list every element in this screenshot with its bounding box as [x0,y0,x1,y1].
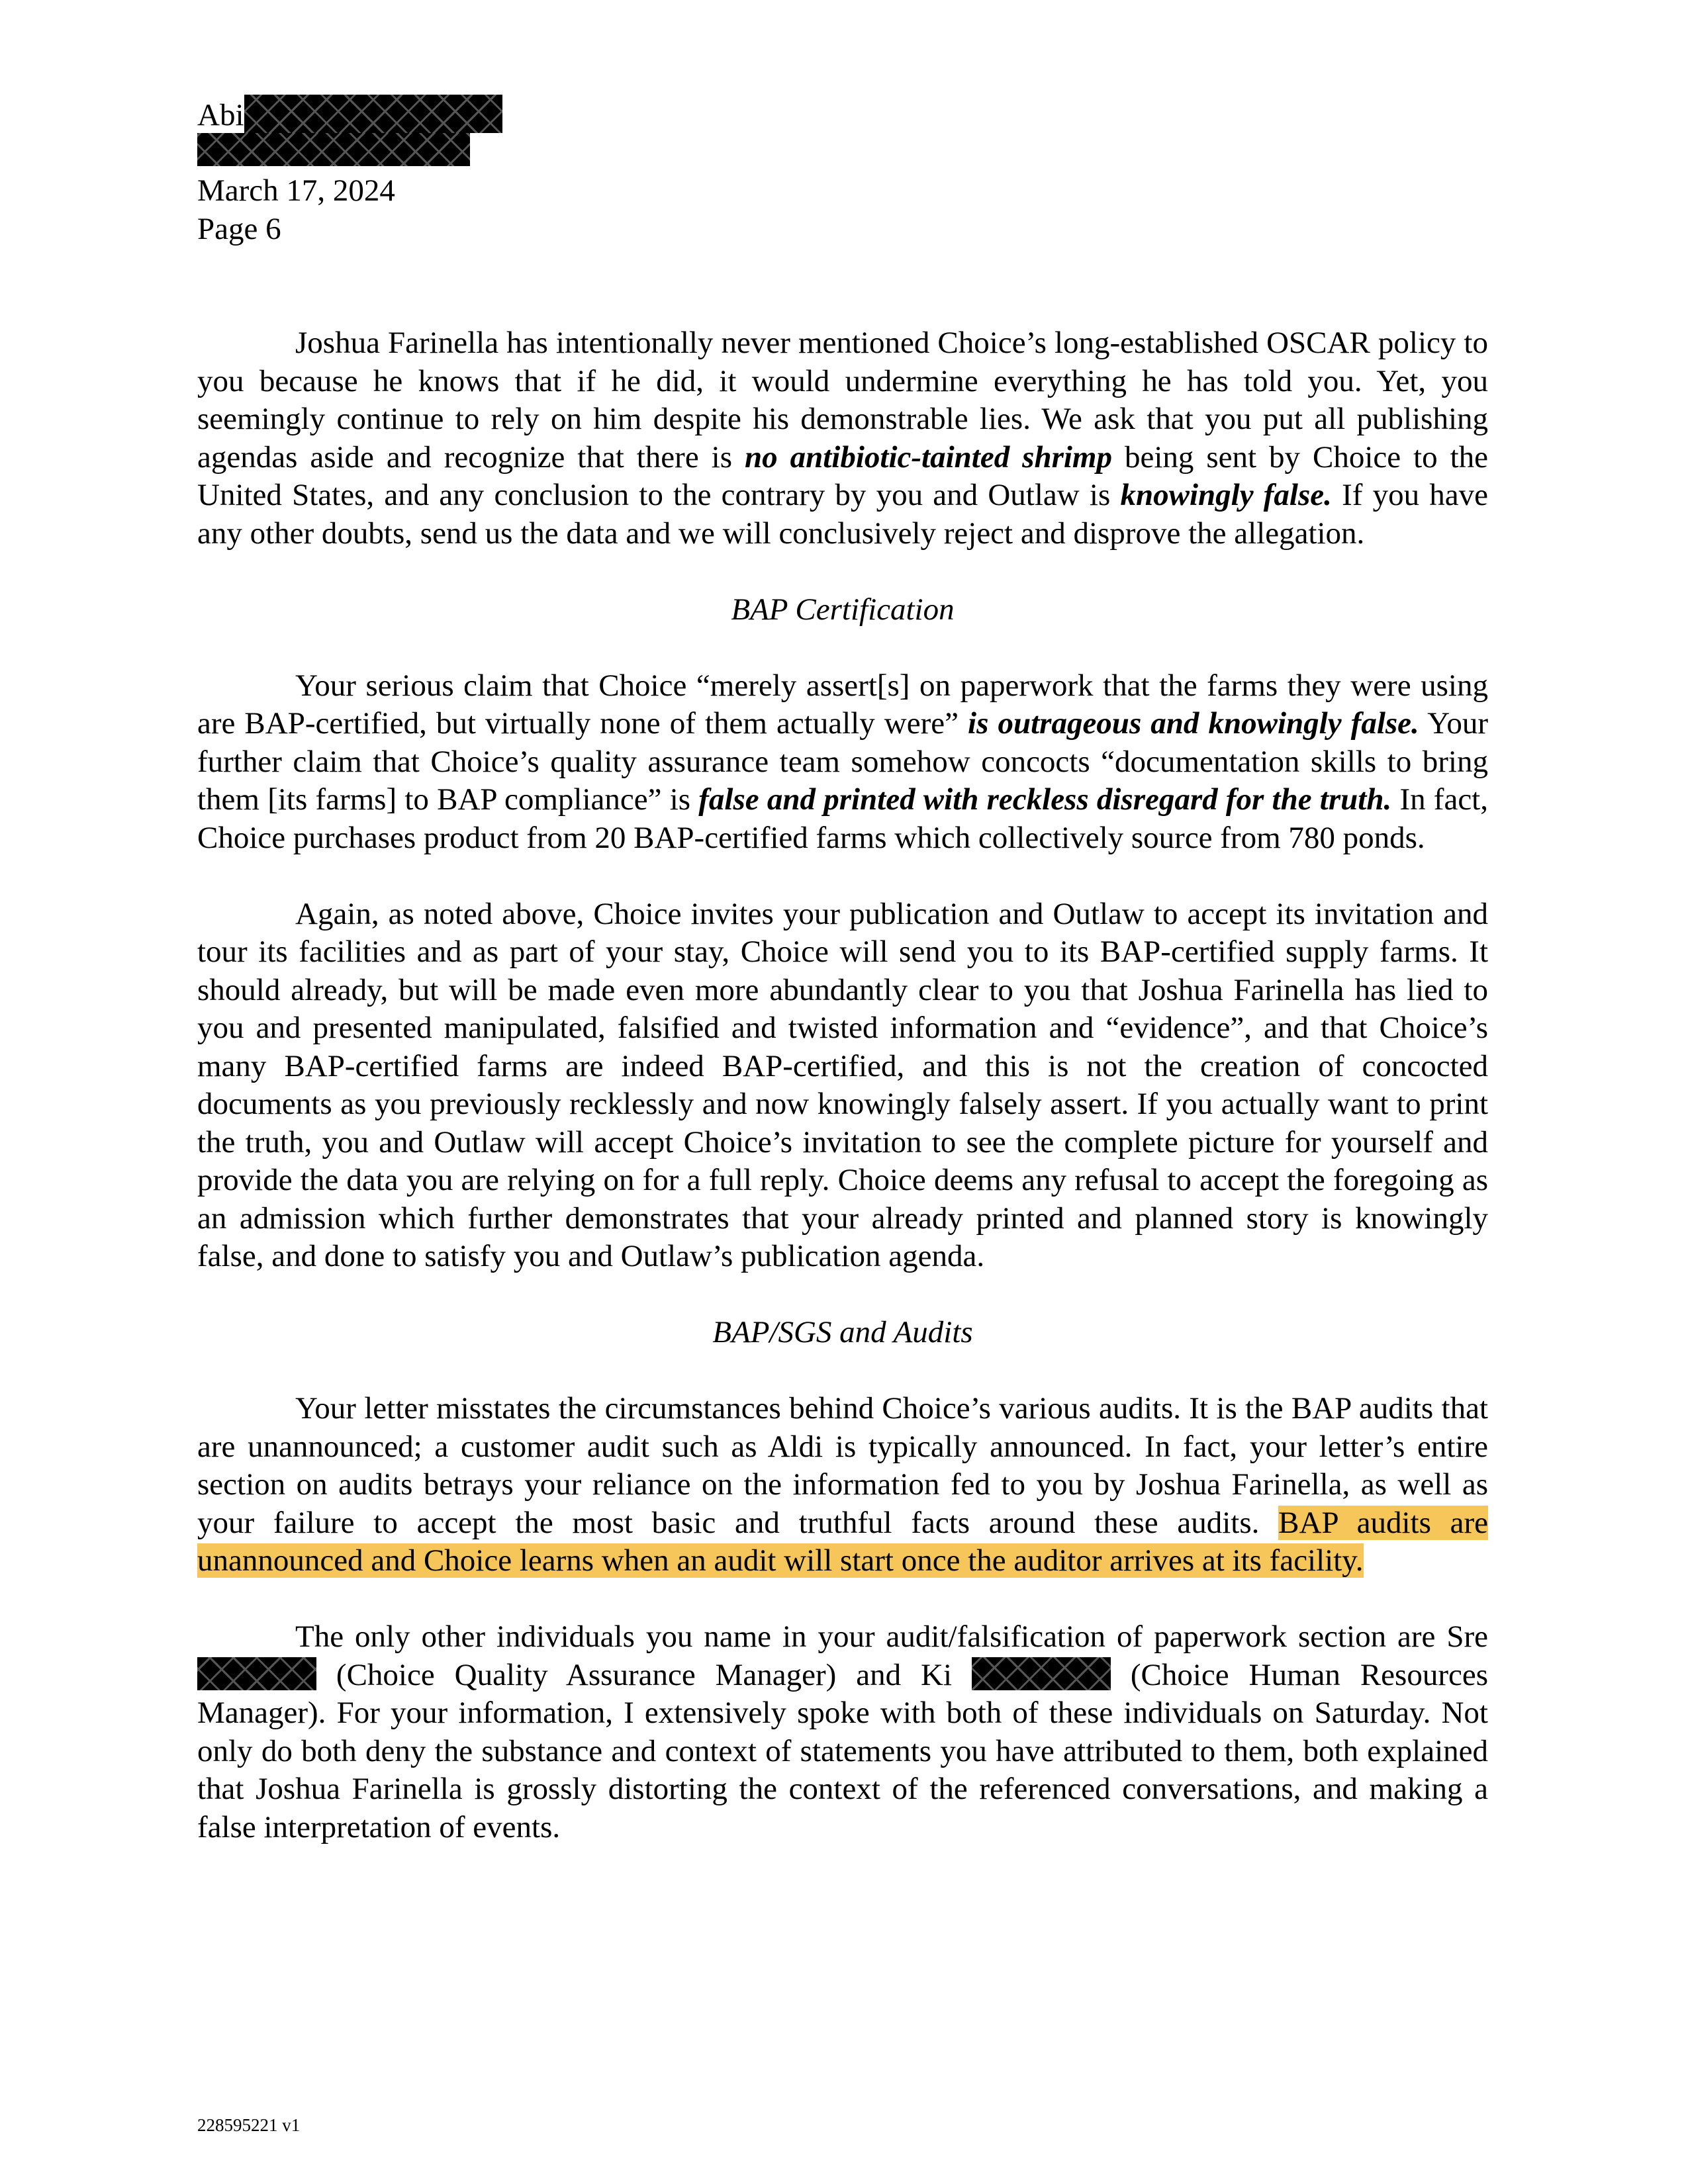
page-number: Page 6 [197,212,281,246]
person-name-partial: Ki [921,1657,952,1692]
paragraph-text: Joshua Farinella has intentionally never mentioned Choice’s long-established OSCAR policy to you because he knows that if he did, it would undermine everything he has told you. Yet, you seemingly continue to rely on him despite his demonstrable lies. We ask that you put all publishing agendas aside and recognize that there is [197,326,1488,475]
paragraph-text: being sent by Choice to the United States, and any conclusion to the contrary by you and Outlaw is [197,439,1489,512]
emphasis-text: knowingly false. [1120,478,1332,512]
addressee-name: Abi [197,98,244,132]
paragraph-text: (Choice Human Resources Manager). For your information, I extensively spoke with both of these individuals on Saturday. Not only do both deny the substance and context of statements you have attributed to them, both explained that Joshua Farinella is grossly distorting the context of the referenced conversations, and making a false interpretation of events. [197,1657,1488,1844]
section-heading-bap-sgs-audits: BAP/SGS and Audits [712,1315,973,1349]
paragraph-text: If you have any other doubts, send us the data and we will conclusively reject and disprove the allegation. [197,478,1489,551]
emphasis-text: false and printed with reckless disregard for the truth. [698,782,1392,817]
letter-body [197,324,1488,1885]
letter-header [197,95,502,248]
paragraph-text: The only other individuals you name in your audit/falsification of paperwork section are [295,1619,1447,1654]
paragraph-text: Your letter misstates the circumstances behind Choice’s various audits. It is the BAP audits that are unannounced; a customer audit such as Aldi is typically announced. In fact, your letter’s entire section on audits betrays your reliance on the information fed to you by Joshua Farinella, as well as your failure to accept the most basic and truthful facts around these audits. [197,1391,1488,1540]
paragraph-invitation: Again, as noted above, Choice invites your publication and Outlaw to accept its invitation and tour its facilities and as part of your stay, Choice will send you to its BAP-certified supply farms. It should already, but will be made even more abundantly clear to you that Joshua Farinella has lied to you and presented manipulated, falsified and twisted information and “evidence”, and that Choice’s many BAP-certified farms are indeed BAP-certified, and this is not the creation of concocted documents as you previously recklessly and now knowingly falsely assert. If you actually want to print the truth, you and Outlaw will accept Choice’s invitation to see the complete picture for yourself and provide the data you are relying on for a full reply. Choice deems any refusal to accept the foregoing as an admission which further demonstrates that your already printed and planned story is knowingly false, and done to satisfy you and Outlaw’s publication agenda. [197,896,1488,1273]
paragraph-audits [197,1390,1488,1580]
address-line [197,133,502,171]
paragraph-individuals [197,1618,1488,1846]
paragraph-text: Your further claim that Choice’s quality assurance team somehow concocts “documentation skills to bring them [its farms] to BAP compliance” is [197,706,1488,817]
paragraph-text: (Choice Quality Assurance Manager) and [316,1657,921,1692]
section-heading-bap-certification: BAP Certification [731,592,955,627]
highlighted-text: BAP audits are unannounced and Choice learns when an audit will start once the auditor arrives at its facility. [197,1505,1488,1578]
paragraph-oscar-policy [197,324,1488,553]
emphasis-text: is outrageous and knowingly false. [968,706,1419,741]
letter-date: March 17, 2024 [197,173,395,208]
redaction-block [197,133,470,166]
addressee-line [197,95,502,133]
redaction-block [244,95,502,133]
person-name-partial: Sre [1446,1619,1488,1654]
emphasis-text: no antibiotic-tainted shrimp [744,439,1112,475]
paragraph-bap-claims [197,667,1488,858]
redaction-block [972,1657,1111,1690]
paragraph-text: Your serious claim that Choice “merely assert[s] on paperwork that the farms they were using are BAP-certified, but virtually none of them actually were” [197,668,1488,741]
redaction-block [197,1657,316,1690]
document-id: 228595221 v1 [197,2115,301,2135]
paragraph-text: In fact, Choice purchases product from 20 BAP-certified farms which collectively source from 780 ponds. [197,782,1488,855]
